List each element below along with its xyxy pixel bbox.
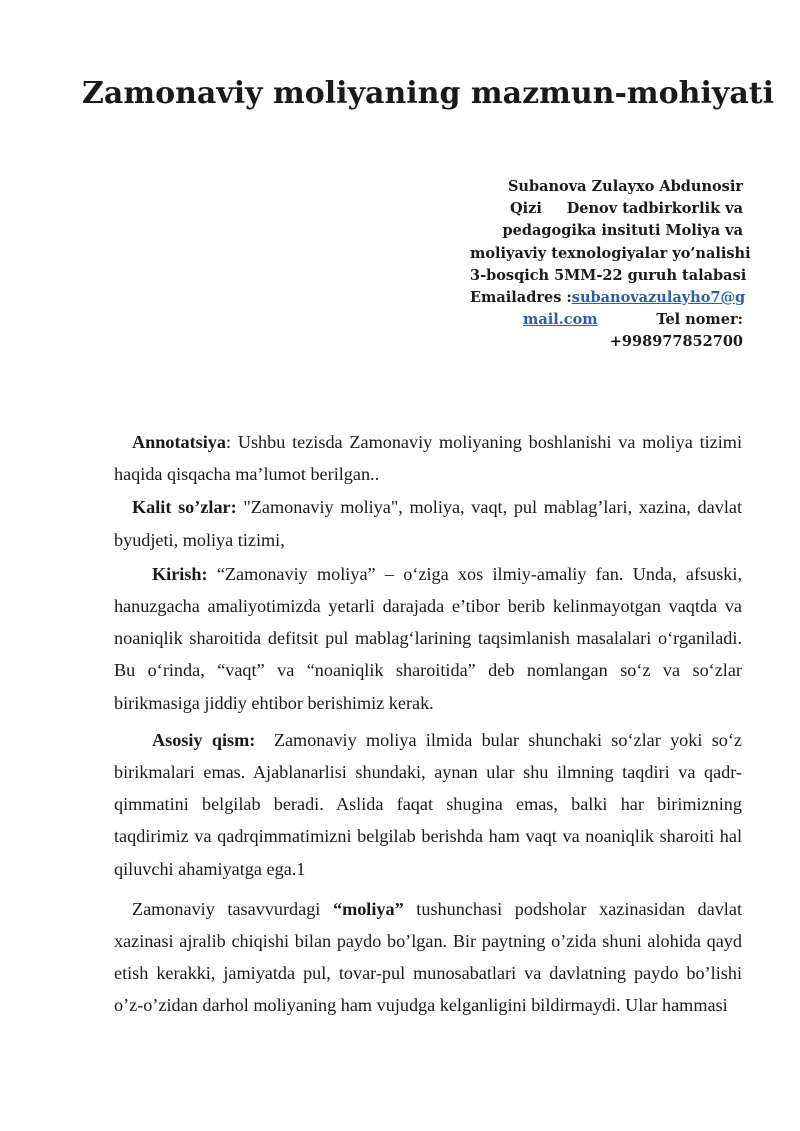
author-institute-start: Denov tadbirkorlik va [566, 200, 743, 218]
annotatsiya-text: : Ushbu tezisda Zamonaviy moliyaning boshlanishi va moliya tizimi haqida qisqacha ma’lumot berilgan.. [114, 432, 742, 485]
author-group: 3-bosqich 5MM-22 guruh talabasi [470, 266, 747, 284]
para5-before: Zamonaviy tasavvurdagi [132, 898, 333, 919]
paragraph-kirish [114, 558, 742, 719]
document-body [114, 426, 747, 1022]
author-line-2 [470, 198, 743, 220]
author-specialty: moliyaviy texnologiyalar yo’nalishi [470, 244, 751, 262]
author-info [470, 176, 751, 354]
author-phone: +998977852700 [609, 333, 743, 351]
para5-bold: “moliya” [332, 898, 404, 919]
paragraph-asosiy [114, 724, 747, 885]
kirish-text: “Zamonaviy moliya” – o‘ziga xos ilmiy-amaliy fan. Unda, afsuski, hanuzgacha amaliyotimizda yetarli darajada e’tibor berib kelinmayotgan vaqtda va noaniqlik sharoitida defitsit pul mablag‘larining taqsimlanish masalalari o‘rganiladi. Bu o‘rinda, “vaqt” va “noaniqlik sharoitida” deb nomlangan so‘z va so‘zlar birikmasiga jiddiy ehtibor berishimiz kerak. [114, 563, 742, 713]
asosiy-label: Asosiy qism: [152, 729, 256, 750]
email-link-part1[interactable]: subanovazulayho7@g [571, 289, 746, 307]
tel-label: Tel nomer: [656, 311, 743, 329]
annotatsiya-label: Annotatsiya [132, 432, 226, 452]
paragraph-annotatsiya [114, 426, 742, 490]
paragraph-kalit [114, 491, 742, 555]
kalit-text: "Zamonaviy moliya", moliya, vaqt, pul mablag’lari, xazina, davlat byudjeti, moliya tizimi, [114, 497, 742, 550]
document-title: Zamonaviy moliyaning mazmun-mohiyati [81, 76, 775, 111]
email-link-part2[interactable]: mail.com [523, 311, 598, 329]
email-label: Emailadres : [470, 289, 572, 307]
para5-after: tushunchasi podsholar xazinasidan davlat xazinasi ajralib chiqishi bilan paydo bo’lgan. Bir paytning o’zida shuni alohida qayd etish kerakki, jamiyatda pul, tovar-pul munosabatlari va davlatning paydo bo’lishi o’z-o’zidan darhol moliyaning ham vujudga kelganligini bildirmaydi. Ular hammasi [114, 898, 742, 1016]
asosiy-text: Zamonaviy moliya ilmida bular shunchaki so‘zlar yoki so‘z birikmalari emas. Ajablanarlisi shundaki, aynan ular shu ilmning taqdiri va qadr-qimmatini belgilab beradi. Aslida faqat shugina emas, balki har birimizning taqdirimiz va qadrqimmatimizni belgilab berishda ham vaqt va noaniqlik sharoiti hal qiluvchi ahamiyatga ega.1 [114, 729, 747, 879]
paragraph-moliya [114, 893, 742, 1022]
kirish-label: Kirish: [152, 563, 208, 584]
author-email-tel-line [470, 309, 743, 331]
author-patronymic: Qizi [510, 200, 542, 218]
author-email-line [470, 287, 746, 309]
author-name: Subanova Zulayxo Abdunosir [507, 178, 743, 195]
author-institute: pedagogika insituti Moliya va [502, 222, 743, 240]
kalit-label: Kalit so’zlar: [132, 497, 237, 518]
